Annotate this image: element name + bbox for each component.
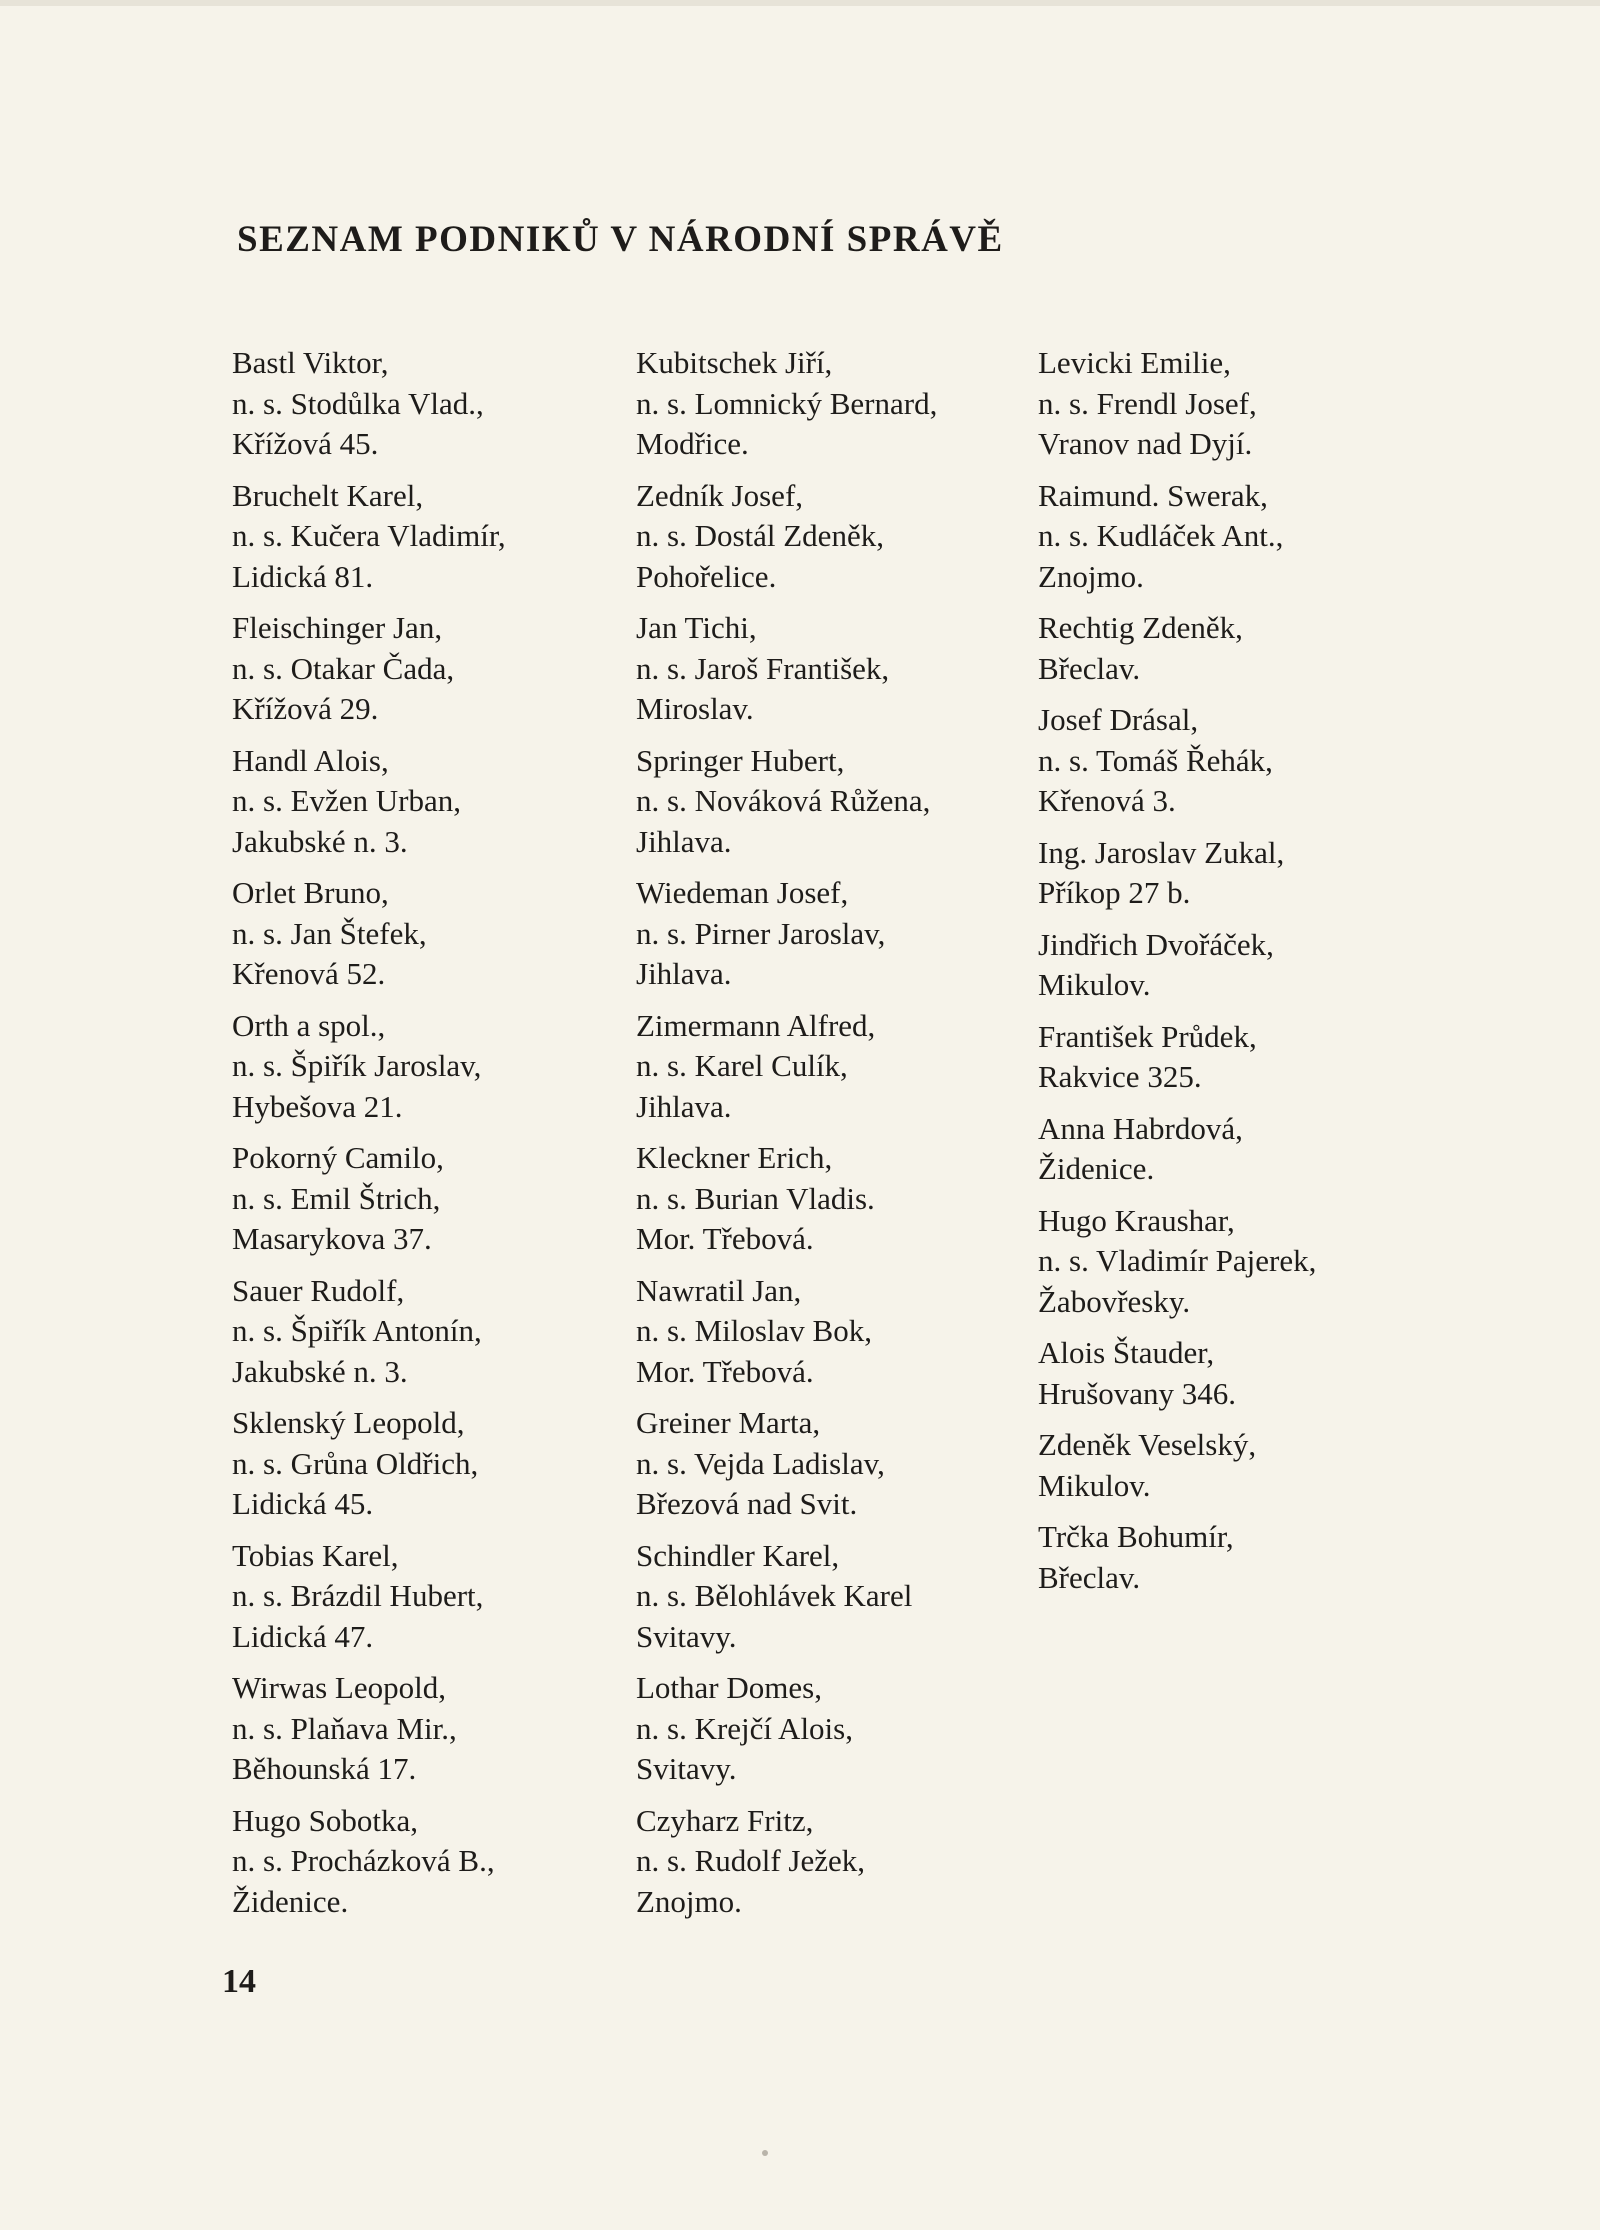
- entry-detail: Lidická 81.: [232, 558, 374, 594]
- entry-name: Orth a spol.,: [232, 1007, 386, 1043]
- list-entry: [636, 1668, 1026, 1790]
- entry-detail: Mikulov.: [1038, 967, 1151, 1002]
- entry-detail: Běhounská 17.: [232, 1751, 417, 1786]
- list-entry: [232, 1668, 612, 1790]
- list-entry: [1038, 1517, 1438, 1598]
- entry-name: Zedník Josef,: [636, 477, 804, 513]
- entry-detail: n. s. Kučera Vladimír,: [232, 518, 506, 553]
- list-entry: [636, 1006, 1026, 1128]
- entry-detail: n. s. Špiřík Antonín,: [232, 1313, 482, 1348]
- entry-name: Wiedeman Josef,: [636, 875, 849, 910]
- entry-detail: Miroslav.: [636, 691, 754, 726]
- entry-name: Kubitschek Jiří,: [636, 345, 833, 380]
- list-entry: [232, 1271, 612, 1393]
- entry-detail: n. s. Lomnický Bernard,: [636, 385, 938, 421]
- list-entry: [232, 1801, 612, 1923]
- list-entry: [636, 741, 1026, 863]
- entry-name: Sauer Rudolf,: [232, 1272, 405, 1308]
- entry-detail: Hybešova 21.: [232, 1088, 403, 1124]
- entry-detail: n. s. Kudláček Ant.,: [1038, 518, 1284, 553]
- list-entry: [232, 1536, 612, 1658]
- entry-name: Greiner Marta,: [636, 1405, 821, 1440]
- entry-name: Tobias Karel,: [232, 1537, 399, 1573]
- entry-name: Lothar Domes,: [636, 1670, 822, 1705]
- entry-detail: n. s. Karel Culík,: [636, 1048, 848, 1083]
- entry-detail: Mor. Třebová.: [636, 1221, 814, 1256]
- entry-detail: n. s. Jaroš František,: [636, 650, 890, 686]
- list-entry: [636, 1138, 1026, 1260]
- column-2: [636, 343, 1026, 1933]
- list-entry: [636, 1801, 1026, 1923]
- entry-name: Alois Štauder,: [1038, 1335, 1215, 1370]
- entry-detail: n. s. Grůna Oldřich,: [232, 1445, 479, 1481]
- entry-detail: Křenová 3.: [1038, 783, 1176, 818]
- entry-name: Josef Drásal,: [1038, 702, 1199, 737]
- entry-detail: Masarykova 37.: [232, 1221, 432, 1256]
- list-entry: [1038, 1201, 1438, 1323]
- page-edge: [0, 0, 1600, 6]
- entry-detail: n. s. Emil Štrich,: [232, 1180, 441, 1216]
- entry-detail: Znojmo.: [1038, 558, 1144, 594]
- entry-detail: Břeclav.: [1038, 650, 1141, 686]
- entry-detail: n. s. Otakar Čada,: [232, 650, 455, 686]
- list-entry: [1038, 1017, 1438, 1098]
- entry-detail: n. s. Jan Štefek,: [232, 915, 427, 951]
- entry-detail: Vranov nad Dyjí.: [1038, 426, 1253, 461]
- list-entry: [1038, 476, 1438, 598]
- entry-name: Orlet Bruno,: [232, 875, 389, 910]
- entry-name: Jan Tichi,: [636, 610, 757, 645]
- entry-name: Anna Habrdová,: [1038, 1110, 1243, 1146]
- entry-name: Pokorný Camilo,: [232, 1140, 444, 1175]
- entry-detail: Modřice.: [636, 426, 749, 461]
- column-3: [1038, 343, 1438, 1609]
- page-number: 14: [222, 1963, 256, 2000]
- list-entry: [1038, 700, 1438, 822]
- entry-detail: Jakubské n. 3.: [232, 1353, 408, 1389]
- entry-name: Kleckner Erich,: [636, 1140, 833, 1175]
- entry-detail: Břeclav.: [1038, 1559, 1141, 1595]
- list-entry: [232, 1006, 612, 1128]
- entry-detail: n. s. Dostál Zdeněk,: [636, 518, 884, 553]
- entry-detail: Příkop 27 b.: [1038, 875, 1191, 910]
- entry-detail: n. s. Procházková B.,: [232, 1843, 495, 1878]
- entry-detail: n. s. Špiřík Jaroslav,: [232, 1048, 482, 1083]
- entry-name: Schindler Karel,: [636, 1537, 840, 1573]
- list-entry: [636, 343, 1026, 465]
- entry-detail: n. s. Rudolf Ježek,: [636, 1843, 866, 1878]
- entry-name: Nawratil Jan,: [636, 1272, 802, 1308]
- entry-detail: n. s. Frendl Josef,: [1038, 385, 1257, 421]
- entry-name: Ing. Jaroslav Zukal,: [1038, 834, 1285, 870]
- entry-detail: Jihlava.: [636, 1088, 732, 1124]
- list-entry: [1038, 1425, 1438, 1506]
- entry-detail: Pohořelice.: [636, 558, 777, 594]
- entry-detail: n. s. Plaňava Mir.,: [232, 1710, 457, 1746]
- entry-name: Sklenský Leopold,: [232, 1405, 465, 1440]
- list-entry: [232, 1403, 612, 1525]
- entry-detail: Jakubské n. 3.: [232, 823, 408, 859]
- entry-name: Hugo Kraushar,: [1038, 1202, 1235, 1238]
- entry-name: Czyharz Fritz,: [636, 1802, 814, 1838]
- entry-name: Trčka Bohumír,: [1038, 1519, 1234, 1554]
- entry-detail: n. s. Stodůlka Vlad.,: [232, 385, 484, 421]
- entry-detail: n. s. Vladimír Pajerek,: [1038, 1243, 1317, 1278]
- list-entry: [1038, 925, 1438, 1006]
- list-entry: [1038, 1333, 1438, 1414]
- entry-name: Fleischinger Jan,: [232, 610, 443, 645]
- entry-name: Hugo Sobotka,: [232, 1802, 418, 1838]
- list-entry: [636, 608, 1026, 730]
- entry-detail: Hrušovany 346.: [1038, 1375, 1237, 1411]
- entry-detail: Jihlava.: [636, 823, 732, 859]
- entry-detail: Židenice.: [232, 1883, 349, 1919]
- entry-detail: n. s. Miloslav Bok,: [636, 1313, 872, 1348]
- entry-detail: n. s. Burian Vladis.: [636, 1180, 875, 1216]
- list-entry: [232, 343, 612, 465]
- list-entry: [636, 1403, 1026, 1525]
- entry-name: Levicki Emilie,: [1038, 345, 1231, 380]
- entry-detail: n. s. Tomáš Řehák,: [1038, 742, 1273, 778]
- entry-detail: n. s. Brázdil Hubert,: [232, 1578, 484, 1613]
- entry-detail: n. s. Nováková Růžena,: [636, 783, 931, 818]
- list-entry: [1038, 833, 1438, 914]
- list-entry: [636, 476, 1026, 598]
- entry-detail: Svitavy.: [636, 1618, 737, 1654]
- entry-detail: Mor. Třebová.: [636, 1353, 814, 1389]
- list-entry: [1038, 1109, 1438, 1190]
- entry-name: František Průdek,: [1038, 1018, 1257, 1054]
- page-mark: [762, 2150, 768, 2156]
- entry-detail: n. s. Krejčí Alois,: [636, 1710, 853, 1746]
- entry-detail: Křížová 45.: [232, 426, 379, 461]
- column-1: [232, 343, 612, 1933]
- entry-detail: n. s. Evžen Urban,: [232, 783, 461, 818]
- entry-detail: Lidická 45.: [232, 1486, 374, 1521]
- list-entry: [232, 608, 612, 730]
- entry-name: Zimermann Alfred,: [636, 1007, 876, 1043]
- entry-detail: n. s. Vejda Ladislav,: [636, 1445, 885, 1481]
- entry-name: Bruchelt Karel,: [232, 477, 424, 513]
- entry-name: Bastl Viktor,: [232, 345, 389, 380]
- entry-detail: Rakvice 325.: [1038, 1059, 1202, 1094]
- entry-detail: Lidická 47.: [232, 1618, 374, 1654]
- entry-detail: Křenová 52.: [232, 956, 386, 991]
- page-title: SEZNAM PODNIKŮ V NÁRODNÍ SPRÁVĚ: [237, 219, 1004, 260]
- entry-detail: n. s. Bělohlávek Karel: [636, 1578, 913, 1613]
- entry-name: Jindřich Dvořáček,: [1038, 926, 1274, 962]
- entry-name: Zdeněk Veselský,: [1038, 1427, 1257, 1462]
- entry-detail: Mikulov.: [1038, 1467, 1151, 1503]
- entry-detail: n. s. Pirner Jaroslav,: [636, 915, 886, 951]
- entry-name: Wirwas Leopold,: [232, 1670, 446, 1705]
- list-entry: [636, 1271, 1026, 1393]
- list-entry: [636, 873, 1026, 995]
- entry-detail: Křížová 29.: [232, 691, 379, 726]
- entry-name: Rechtig Zdeněk,: [1038, 610, 1243, 645]
- list-entry: [636, 1536, 1026, 1658]
- entry-detail: Jihlava.: [636, 956, 732, 991]
- entry-name: Springer Hubert,: [636, 742, 845, 778]
- list-entry: [232, 1138, 612, 1260]
- entry-name: Handl Alois,: [232, 742, 389, 778]
- list-entry: [232, 873, 612, 995]
- entry-detail: Březová nad Svit.: [636, 1486, 858, 1521]
- list-entry: [1038, 343, 1438, 465]
- entry-name: Raimund. Swerak,: [1038, 477, 1268, 513]
- list-entry: [232, 741, 612, 863]
- list-entry: [1038, 608, 1438, 689]
- entry-detail: Znojmo.: [636, 1883, 742, 1919]
- list-entry: [232, 476, 612, 598]
- entry-detail: Svitavy.: [636, 1751, 737, 1786]
- entry-detail: Žabovřesky.: [1038, 1283, 1191, 1319]
- entry-detail: Židenice.: [1038, 1151, 1155, 1186]
